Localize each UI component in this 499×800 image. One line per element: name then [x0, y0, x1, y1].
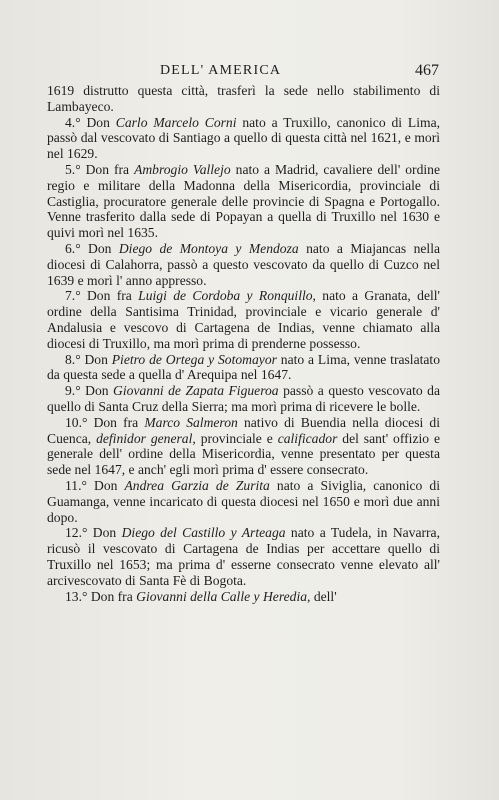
text-run: 11.° Don: [65, 477, 125, 493]
text-run: 10.° Don fra: [65, 414, 145, 430]
body-text: [47, 83, 440, 604]
paragraph: [47, 162, 440, 241]
text-run: del sant' offizio e generale dell' ordine della Misericordia, venne presentato per questa sede nel 1647, e anch' egli morì prima d' essere consecrato.: [47, 430, 440, 478]
text-run: 4.° Don: [65, 114, 116, 130]
italic-name: Carlo Marcelo Corni: [115, 114, 237, 130]
italic-name: Marco Salmeron: [144, 414, 238, 430]
paragraph: [47, 352, 440, 384]
italic-name: Andrea Garzia de Zurita: [124, 477, 270, 493]
text-run: nato a Miajancas nella diocesi di Calahorra, passò a questo vescovato da quello di Cuzco nel 1639 e morì l' anno appresso.: [47, 240, 440, 288]
paragraph: [47, 241, 440, 288]
text-run: 13.° Don fra: [65, 588, 137, 604]
paragraph: [47, 525, 440, 588]
text-run: nato a Truxillo, canonico di Lima, passò dal vescovato di Santiago a quello di questa città nel 1621, e morì nel 1629.: [47, 114, 441, 162]
italic-name: calificador: [277, 430, 338, 446]
italic-name: Pietro de Ortega y Sotomayor: [111, 351, 277, 367]
text-run: , nato a Granata, dell' ordine della Santisima Trinidad, provinciale e vicario generale d' Andalusia e vescovo di Cartagena de Indias, venne chiamato alla diocesi di Truxillo, ma morì prima di prenderne possesso.: [47, 288, 440, 351]
text-run: nato a Lima, venne traslatato da questa sede a quella d' Arequipa nel 1647.: [47, 351, 440, 383]
text-run: 6.° Don: [65, 240, 119, 256]
paragraph: [47, 383, 440, 415]
page-number: 467: [415, 62, 439, 79]
paragraph: [47, 288, 440, 351]
text-run: 8.° Don: [65, 351, 112, 367]
text-run: 5.° Don fra: [65, 161, 135, 177]
running-head: DELL' AMERICA: [160, 63, 282, 78]
text-run: 7.° Don fra: [65, 288, 139, 304]
paragraph: [47, 115, 440, 162]
text-run: 9.° Don: [65, 383, 114, 399]
paragraph: [47, 589, 440, 605]
text-run: , provinciale e: [192, 430, 278, 446]
paragraph: [47, 478, 440, 525]
italic-name: Giovanni de Zapata Figueroa: [113, 383, 279, 399]
text-run: nato a Siviglia, canonico di Guamanga, venne incaricato di questa diocesi nel 1650 e morì due anni dopo.: [47, 477, 440, 525]
italic-name: definidor general: [96, 430, 193, 446]
text-run: , dell': [307, 588, 337, 604]
text-run: passò a questo vescovato da quello di Santa Cruz della Sierra; ma morì prima di ricevere le bolle.: [47, 383, 440, 414]
italic-name: Diego del Castillo y Arteaga: [121, 525, 286, 541]
text-run: 12.° Don: [65, 525, 122, 541]
text-run: 1619 distrutto questa città, trasferì la sede nello stabilimento di Lambayeco.: [47, 83, 440, 114]
text-run: nativo di Buendia nella diocesi di Cuenca,: [47, 414, 440, 446]
italic-name: Ambrogio Vallejo: [134, 161, 231, 177]
italic-name: Giovanni della Calle y Heredia: [136, 588, 308, 604]
italic-name: Diego de Montoya y Mendoza: [118, 240, 299, 256]
text-run: nato a Madrid, cavaliere dell' ordine regio e militare della Madonna della Misericordia, provinciale di Castiglia, procuratore generale delle provincie di Spagna e Portogallo. Venne trasferito dalla sede di Popayan a quella di Truxillo nel 1630 e quivi morì nel 1635.: [47, 161, 440, 241]
italic-name: Luigi de Cordoba y Ronquillo: [138, 288, 313, 304]
text-run: nato a Tudela, in Navarra, ricusò il vescovato di Cartagena de Indias per accettare quello di Truxillo nel 1653; ma prima d' esserne consecrato venne elevato all' arcivescovato di Santa Fè di Bogota.: [47, 525, 440, 588]
page-header: [0, 63, 499, 83]
paragraph: [47, 415, 440, 478]
paragraph: [47, 83, 440, 115]
